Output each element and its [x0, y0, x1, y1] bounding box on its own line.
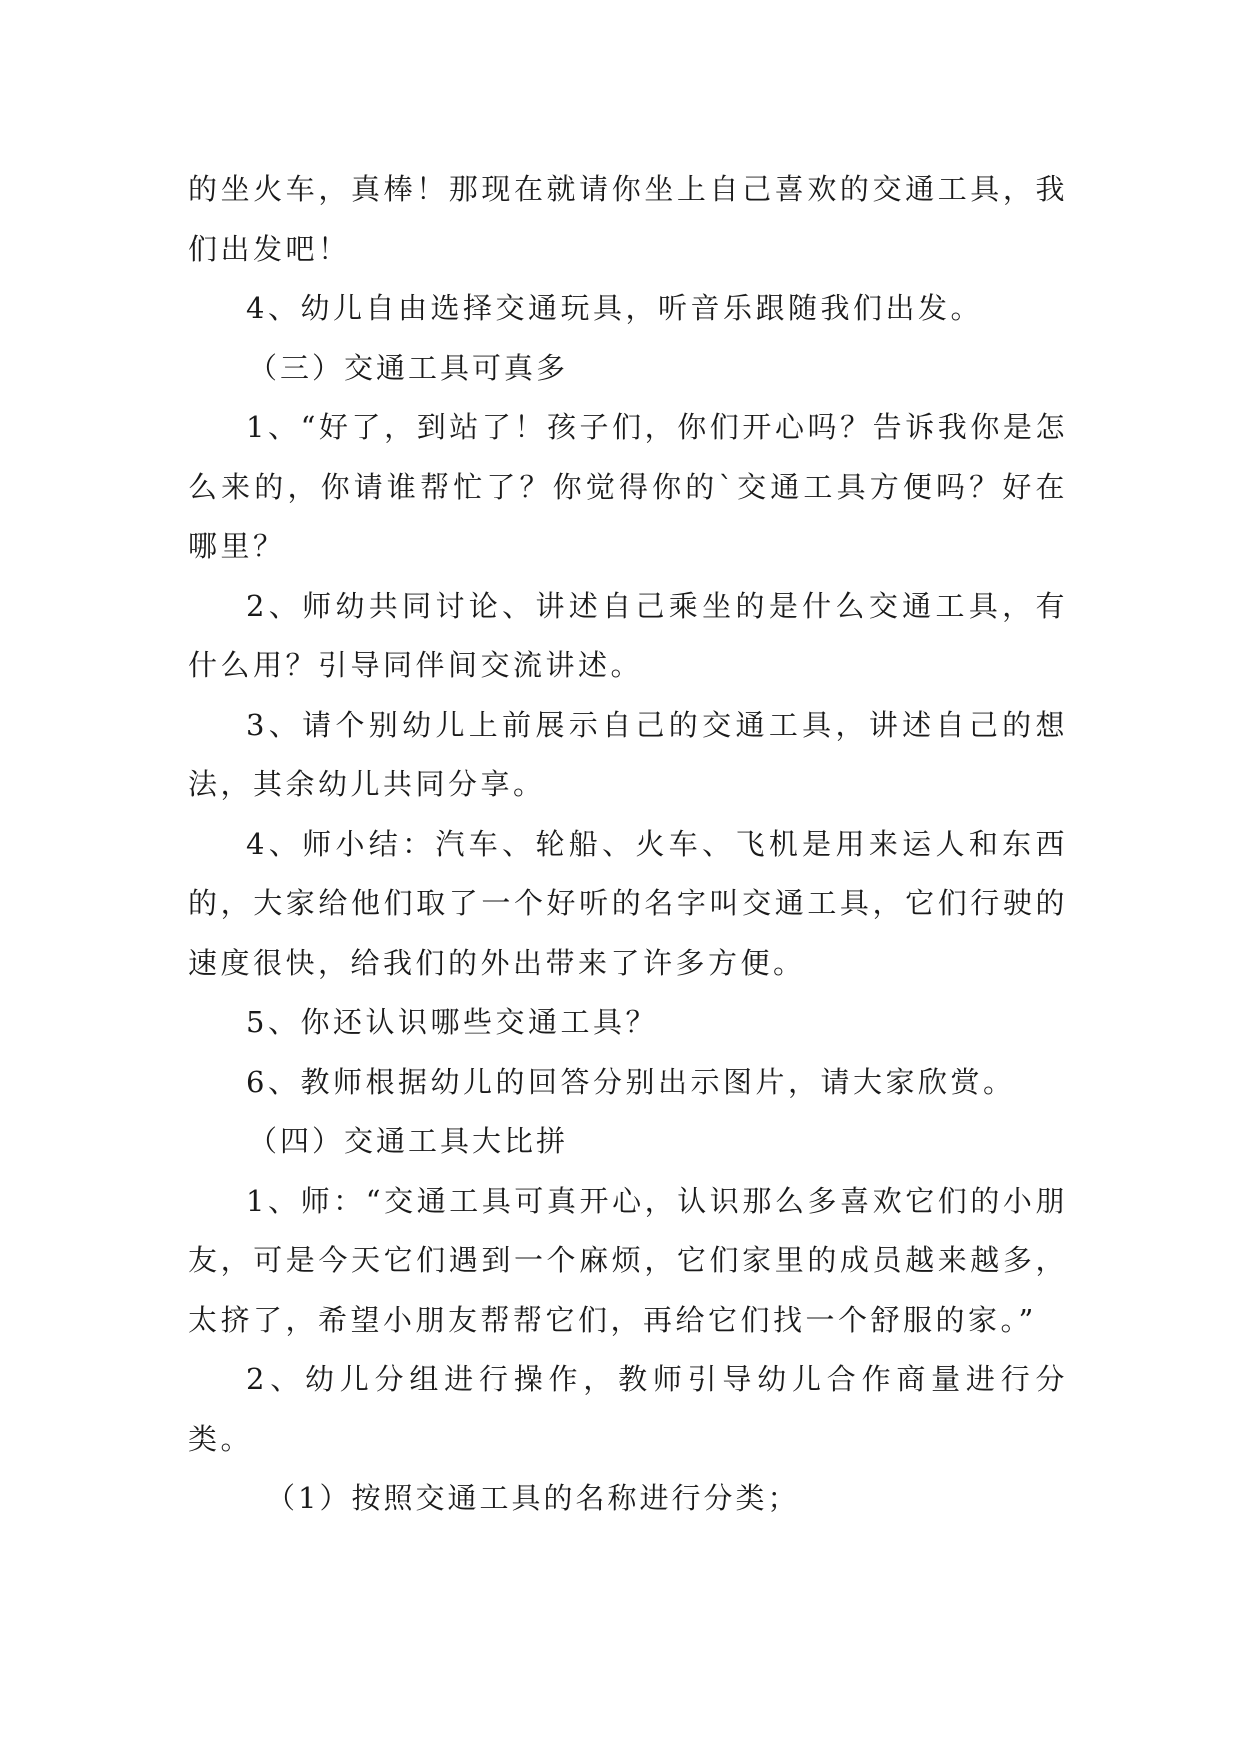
section-heading-4: （四）交通工具大比拼 [248, 1124, 569, 1158]
paragraph-step-4: 4、幼儿自由选择交通玩具，听音乐跟随我们出发。 [246, 291, 983, 325]
paragraph-step-1: 1、“好了，到站了！孩子们，你们开心吗？告诉我你是怎么来的，你请谁帮忙了？你觉得你的`交通工具方便吗？好在哪里？ [188, 410, 1068, 563]
paragraph-sub-item-1: （1）按照交通工具的名称进行分类； [266, 1481, 800, 1515]
paragraph-summary: 4、师小结：汽车、轮船、火车、飞机是用来运人和东西的，大家给他们取了一个好听的名字叫交通工具，它们行驶的速度很快，给我们的外出带来了许多方便。 [188, 826, 1068, 980]
paragraph-continuation: 的坐火车，真棒！那现在就请你坐上自己喜欢的交通工具，我们出发吧！ [188, 172, 1068, 266]
paragraph-teacher-quote: 1、师：“交通工具可真开心，认识那么多喜欢它们的小朋友，可是今天它们遇到一个麻烦，它们家里的成员越来越多，太挤了，希望小朋友帮帮它们，再给它们找一个舒服的家。” [188, 1183, 1068, 1337]
paragraph-step-5: 5、你还认识哪些交通工具？ [246, 1005, 658, 1039]
paragraph-step-6: 6、教师根据幼儿的回答分别出示图片，请大家欣赏。 [246, 1064, 1016, 1099]
paragraph-group-activity: 2、幼儿分组进行操作，教师引导幼儿合作商量进行分类。 [188, 1362, 1068, 1456]
section-heading-3: （三）交通工具可真多 [248, 350, 569, 385]
document-body [188, 160, 1068, 1529]
paragraph-step-3: 3、请个别幼儿上前展示自己的交通工具，讲述自己的想法，其余幼儿共同分享。 [188, 707, 1068, 801]
paragraph-step-2: 2、师幼共同讨论、讲述自己乘坐的是什么交通工具，有什么用？引导同伴间交流讲述。 [188, 588, 1068, 682]
